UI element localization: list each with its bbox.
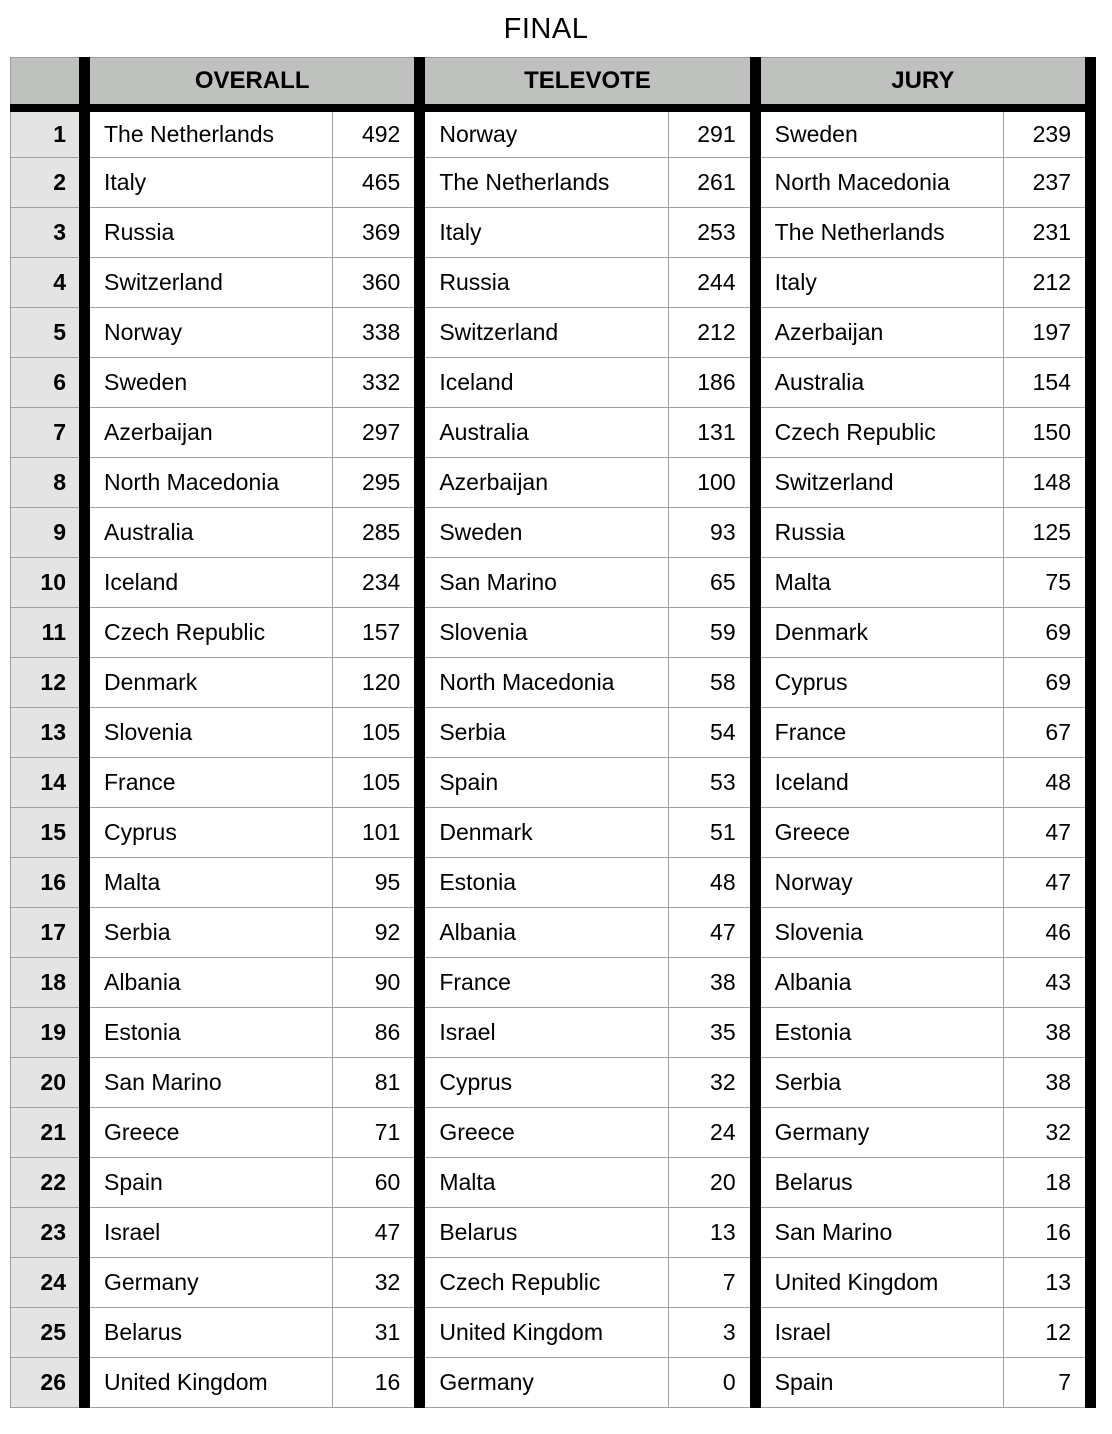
televote-country-cell: Israel (420, 1008, 668, 1058)
table-row (11, 1008, 1091, 1058)
overall-score-cell: 120 (333, 658, 420, 708)
jury-country-cell: Belarus (755, 1158, 1003, 1208)
table-row (11, 908, 1091, 958)
televote-country-cell: Iceland (420, 358, 668, 408)
jury-score-cell: 231 (1003, 208, 1090, 258)
televote-country-cell: Switzerland (420, 308, 668, 358)
jury-score-cell: 237 (1003, 158, 1090, 208)
jury-score-cell: 38 (1003, 1058, 1090, 1108)
televote-score-cell: 20 (668, 1158, 755, 1208)
table-row (11, 558, 1091, 608)
jury-score-cell: 43 (1003, 958, 1090, 1008)
rank-cell: 15 (11, 808, 85, 858)
overall-score-cell: 92 (333, 908, 420, 958)
table-row (11, 708, 1091, 758)
table-row (11, 258, 1091, 308)
televote-score-cell: 0 (668, 1358, 755, 1408)
table-row (11, 608, 1091, 658)
jury-country-cell: Czech Republic (755, 408, 1003, 458)
table-row (11, 1358, 1091, 1408)
jury-score-cell: 16 (1003, 1208, 1090, 1258)
televote-score-cell: 53 (668, 758, 755, 808)
televote-country-cell: San Marino (420, 558, 668, 608)
table-row (11, 758, 1091, 808)
televote-country-cell: Norway (420, 108, 668, 158)
jury-country-cell: Italy (755, 258, 1003, 308)
jury-score-cell: 69 (1003, 658, 1090, 708)
jury-score-cell: 47 (1003, 808, 1090, 858)
overall-score-cell: 234 (333, 558, 420, 608)
jury-country-cell: The Netherlands (755, 208, 1003, 258)
table-row (11, 1208, 1091, 1258)
televote-score-cell: 59 (668, 608, 755, 658)
jury-score-cell: 13 (1003, 1258, 1090, 1308)
televote-country-cell: Estonia (420, 858, 668, 908)
overall-score-cell: 60 (333, 1158, 420, 1208)
jury-score-cell: 67 (1003, 708, 1090, 758)
rank-cell: 4 (11, 258, 85, 308)
jury-country-cell: Albania (755, 958, 1003, 1008)
table-row (11, 1158, 1091, 1208)
table-row (11, 858, 1091, 908)
jury-score-cell: 12 (1003, 1308, 1090, 1358)
overall-score-cell: 492 (333, 108, 420, 158)
overall-country-cell: Australia (85, 508, 333, 558)
table-row (11, 1308, 1091, 1358)
televote-country-cell: Serbia (420, 708, 668, 758)
televote-score-cell: 244 (668, 258, 755, 308)
jury-country-cell: Germany (755, 1108, 1003, 1158)
overall-country-cell: Czech Republic (85, 608, 333, 658)
overall-country-cell: Sweden (85, 358, 333, 408)
jury-country-cell: San Marino (755, 1208, 1003, 1258)
rank-cell: 24 (11, 1258, 85, 1308)
overall-country-cell: Spain (85, 1158, 333, 1208)
televote-score-cell: 65 (668, 558, 755, 608)
jury-country-cell: Cyprus (755, 658, 1003, 708)
table-row (11, 208, 1091, 258)
rank-cell: 17 (11, 908, 85, 958)
televote-score-cell: 48 (668, 858, 755, 908)
jury-country-cell: Greece (755, 808, 1003, 858)
overall-country-cell: Germany (85, 1258, 333, 1308)
televote-score-cell: 38 (668, 958, 755, 1008)
overall-country-cell: North Macedonia (85, 458, 333, 508)
table-row (11, 958, 1091, 1008)
overall-country-cell: Slovenia (85, 708, 333, 758)
table-row (11, 458, 1091, 508)
rank-cell: 26 (11, 1358, 85, 1408)
televote-country-cell: The Netherlands (420, 158, 668, 208)
overall-country-cell: Serbia (85, 908, 333, 958)
televote-score-cell: 291 (668, 108, 755, 158)
jury-score-cell: 18 (1003, 1158, 1090, 1208)
televote-score-cell: 32 (668, 1058, 755, 1108)
overall-country-cell: Israel (85, 1208, 333, 1258)
overall-country-cell: Norway (85, 308, 333, 358)
table-row (11, 658, 1091, 708)
jury-country-cell: Denmark (755, 608, 1003, 658)
jury-score-cell: 197 (1003, 308, 1090, 358)
televote-score-cell: 54 (668, 708, 755, 758)
rank-cell: 7 (11, 408, 85, 458)
jury-country-cell: Serbia (755, 1058, 1003, 1108)
table-row (11, 358, 1091, 408)
results-table-body (11, 108, 1091, 1408)
jury-country-cell: Slovenia (755, 908, 1003, 958)
televote-country-cell: Slovenia (420, 608, 668, 658)
page-title: FINAL (503, 13, 589, 45)
jury-country-cell: Iceland (755, 758, 1003, 808)
jury-score-cell: 75 (1003, 558, 1090, 608)
overall-score-cell: 95 (333, 858, 420, 908)
overall-country-cell: Denmark (85, 658, 333, 708)
overall-score-cell: 81 (333, 1058, 420, 1108)
televote-score-cell: 93 (668, 508, 755, 558)
overall-score-cell: 285 (333, 508, 420, 558)
jury-country-cell: Malta (755, 558, 1003, 608)
jury-country-cell: Azerbaijan (755, 308, 1003, 358)
televote-score-cell: 47 (668, 908, 755, 958)
overall-country-cell: Cyprus (85, 808, 333, 858)
televote-score-cell: 35 (668, 1008, 755, 1058)
jury-score-cell: 48 (1003, 758, 1090, 808)
jury-score-cell: 38 (1003, 1008, 1090, 1058)
jury-score-cell: 239 (1003, 108, 1090, 158)
jury-score-cell: 125 (1003, 508, 1090, 558)
overall-score-cell: 338 (333, 308, 420, 358)
televote-country-cell: Australia (420, 408, 668, 458)
overall-header: OVERALL (85, 58, 420, 108)
televote-country-cell: Belarus (420, 1208, 668, 1258)
rank-cell: 11 (11, 608, 85, 658)
televote-country-cell: Russia (420, 258, 668, 308)
overall-score-cell: 105 (333, 708, 420, 758)
table-row (11, 1108, 1091, 1158)
overall-score-cell: 86 (333, 1008, 420, 1058)
jury-score-cell: 7 (1003, 1358, 1090, 1408)
rank-cell: 25 (11, 1308, 85, 1358)
jury-score-cell: 148 (1003, 458, 1090, 508)
televote-score-cell: 212 (668, 308, 755, 358)
jury-score-cell: 47 (1003, 858, 1090, 908)
rank-cell: 5 (11, 308, 85, 358)
overall-country-cell: Greece (85, 1108, 333, 1158)
overall-country-cell: Azerbaijan (85, 408, 333, 458)
overall-score-cell: 297 (333, 408, 420, 458)
televote-country-cell: Greece (420, 1108, 668, 1158)
jury-score-cell: 212 (1003, 258, 1090, 308)
table-row (11, 808, 1091, 858)
table-row (11, 1258, 1091, 1308)
overall-score-cell: 105 (333, 758, 420, 808)
table-row (11, 108, 1091, 158)
jury-country-cell: Norway (755, 858, 1003, 908)
overall-score-cell: 295 (333, 458, 420, 508)
televote-country-cell: Cyprus (420, 1058, 668, 1108)
overall-country-cell: The Netherlands (85, 108, 333, 158)
table-row (11, 408, 1091, 458)
televote-score-cell: 58 (668, 658, 755, 708)
jury-country-cell: Estonia (755, 1008, 1003, 1058)
overall-country-cell: Malta (85, 858, 333, 908)
jury-country-cell: Australia (755, 358, 1003, 408)
overall-score-cell: 32 (333, 1258, 420, 1308)
televote-country-cell: France (420, 958, 668, 1008)
results-table (10, 57, 1096, 1408)
rank-cell: 19 (11, 1008, 85, 1058)
televote-country-cell: Italy (420, 208, 668, 258)
overall-score-cell: 47 (333, 1208, 420, 1258)
rank-header-cell (11, 58, 85, 108)
jury-country-cell: United Kingdom (755, 1258, 1003, 1308)
overall-country-cell: France (85, 758, 333, 808)
televote-country-cell: United Kingdom (420, 1308, 668, 1358)
overall-score-cell: 101 (333, 808, 420, 858)
jury-score-cell: 32 (1003, 1108, 1090, 1158)
televote-country-cell: Albania (420, 908, 668, 958)
rank-cell: 16 (11, 858, 85, 908)
overall-country-cell: Switzerland (85, 258, 333, 308)
televote-score-cell: 13 (668, 1208, 755, 1258)
table-row (11, 508, 1091, 558)
overall-score-cell: 16 (333, 1358, 420, 1408)
televote-country-cell: Malta (420, 1158, 668, 1208)
televote-score-cell: 51 (668, 808, 755, 858)
rank-cell: 6 (11, 358, 85, 408)
televote-country-cell: Spain (420, 758, 668, 808)
overall-score-cell: 369 (333, 208, 420, 258)
table-row (11, 1058, 1091, 1108)
jury-country-cell: France (755, 708, 1003, 758)
televote-score-cell: 100 (668, 458, 755, 508)
jury-country-cell: Switzerland (755, 458, 1003, 508)
televote-country-cell: Sweden (420, 508, 668, 558)
rank-cell: 20 (11, 1058, 85, 1108)
rank-cell: 9 (11, 508, 85, 558)
header-row (11, 58, 1091, 108)
televote-header: TELEVOTE (420, 58, 755, 108)
rank-cell: 1 (11, 108, 85, 158)
rank-cell: 8 (11, 458, 85, 508)
rank-cell: 3 (11, 208, 85, 258)
rank-cell: 14 (11, 758, 85, 808)
rank-cell: 22 (11, 1158, 85, 1208)
overall-country-cell: Iceland (85, 558, 333, 608)
jury-country-cell: Russia (755, 508, 1003, 558)
televote-score-cell: 186 (668, 358, 755, 408)
overall-score-cell: 90 (333, 958, 420, 1008)
jury-score-cell: 154 (1003, 358, 1090, 408)
televote-country-cell: Azerbaijan (420, 458, 668, 508)
overall-score-cell: 157 (333, 608, 420, 658)
televote-score-cell: 131 (668, 408, 755, 458)
jury-country-cell: Spain (755, 1358, 1003, 1408)
televote-country-cell: North Macedonia (420, 658, 668, 708)
rank-cell: 13 (11, 708, 85, 758)
jury-country-cell: Sweden (755, 108, 1003, 158)
table-row (11, 158, 1091, 208)
jury-country-cell: North Macedonia (755, 158, 1003, 208)
televote-score-cell: 24 (668, 1108, 755, 1158)
televote-country-cell: Germany (420, 1358, 668, 1408)
overall-country-cell: Italy (85, 158, 333, 208)
jury-score-cell: 69 (1003, 608, 1090, 658)
rank-cell: 10 (11, 558, 85, 608)
overall-country-cell: Albania (85, 958, 333, 1008)
televote-score-cell: 253 (668, 208, 755, 258)
rank-cell: 21 (11, 1108, 85, 1158)
overall-country-cell: Russia (85, 208, 333, 258)
televote-score-cell: 7 (668, 1258, 755, 1308)
overall-score-cell: 465 (333, 158, 420, 208)
overall-score-cell: 31 (333, 1308, 420, 1358)
televote-score-cell: 3 (668, 1308, 755, 1358)
rank-cell: 23 (11, 1208, 85, 1258)
televote-score-cell: 261 (668, 158, 755, 208)
jury-header: JURY (755, 58, 1090, 108)
overall-country-cell: Belarus (85, 1308, 333, 1358)
overall-score-cell: 71 (333, 1108, 420, 1158)
rank-cell: 2 (11, 158, 85, 208)
jury-country-cell: Israel (755, 1308, 1003, 1358)
televote-country-cell: Czech Republic (420, 1258, 668, 1308)
overall-country-cell: Estonia (85, 1008, 333, 1058)
rank-cell: 12 (11, 658, 85, 708)
jury-score-cell: 150 (1003, 408, 1090, 458)
table-row (11, 308, 1091, 358)
overall-country-cell: United Kingdom (85, 1358, 333, 1408)
overall-country-cell: San Marino (85, 1058, 333, 1108)
televote-country-cell: Denmark (420, 808, 668, 858)
overall-score-cell: 332 (333, 358, 420, 408)
rank-cell: 18 (11, 958, 85, 1008)
jury-score-cell: 46 (1003, 908, 1090, 958)
overall-score-cell: 360 (333, 258, 420, 308)
